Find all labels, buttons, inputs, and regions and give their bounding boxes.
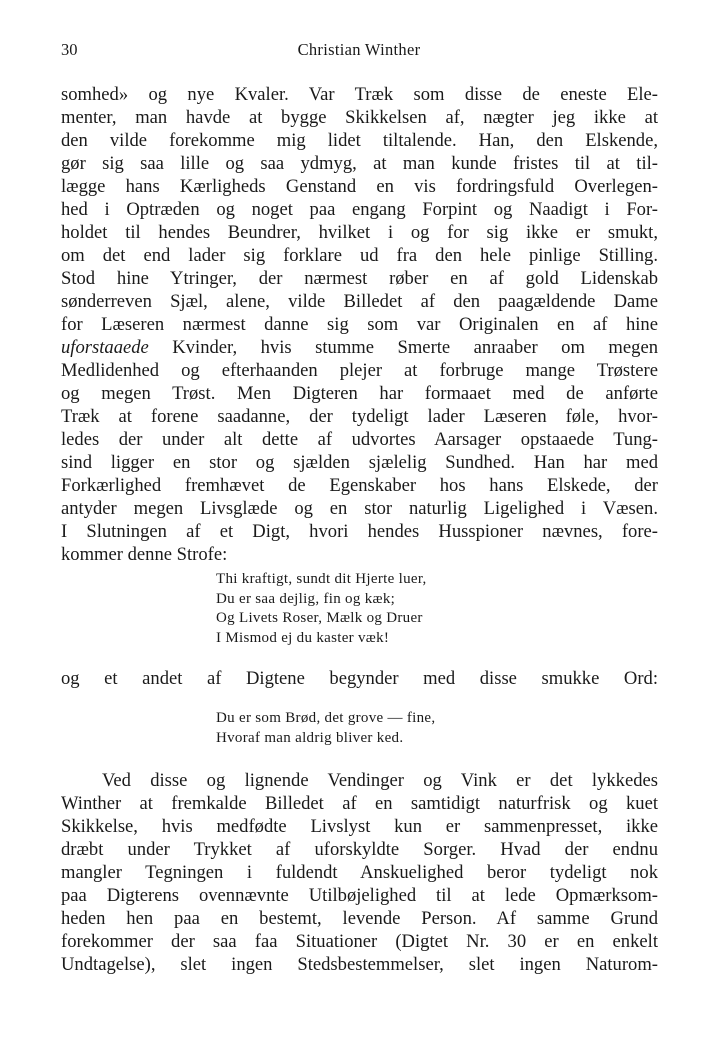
paragraph-1 bbox=[61, 83, 658, 566]
verse-line: Og Livets Roser, Mælk og Druer bbox=[216, 610, 423, 626]
text-line: Stod hine Ytringer, der nærmest røber en af gold Lidenskab bbox=[61, 268, 658, 289]
verse-2 bbox=[216, 709, 536, 748]
verse-1 bbox=[216, 570, 536, 648]
text-line: mangler Tegningen i fuldendt Anskuelighed beror tydeligt nok bbox=[61, 862, 658, 883]
text-line: antyder megen Livsglæde og en stor naturlig Ligelighed i Væsen. bbox=[61, 498, 658, 519]
text-line: lægge hans Kærligheds Genstand en vis fordringsfuld Overlegen- bbox=[61, 176, 658, 197]
text-line: og megen Trøst. Men Digteren har formaaet med de anførte bbox=[61, 383, 658, 404]
text-line: I Slutningen af et Digt, hvori hendes Husspioner nævnes, fore- bbox=[61, 521, 658, 542]
line-suffix: Kvinder, hvis stumme Smerte anraaber om megen bbox=[148, 337, 658, 358]
text-line: gør sig saa lille og saa ydmyg, at man kunde fristes til at til- bbox=[61, 153, 658, 174]
paragraph-3 bbox=[61, 769, 658, 976]
page-header bbox=[61, 40, 657, 64]
text-line-with-emphasis bbox=[61, 336, 658, 359]
text-line: forekommer der saa faa Situationer (Digtet Nr. 30 er en enkelt bbox=[61, 931, 658, 952]
text-line: Ved disse og lignende Vendinger og Vink er det lykkedes bbox=[102, 770, 658, 791]
verse-line: I Mismod ej du kaster væk! bbox=[216, 629, 390, 646]
text-line: dræbt under Trykket af uforskyldte Sorger. Hvad der endnu bbox=[61, 839, 658, 860]
text-line: somhed» og nye Kvaler. Var Træk som disse de eneste Ele- bbox=[61, 84, 658, 105]
paragraph-2 bbox=[61, 667, 658, 690]
text-line: Medlidenhed og efterhaanden plejer at forbruge mange Trøstere bbox=[61, 360, 658, 381]
text-line: heden hen paa en bestemt, levende Person. Af samme Grund bbox=[61, 908, 658, 929]
text-line: for Læseren nærmest danne sig som var Originalen en af hine bbox=[61, 314, 658, 335]
text-line: og et andet af Digtene begynder med disse smukke Ord: bbox=[61, 668, 658, 689]
text-line: den vilde forekomme mig lidet tiltalende. Han, den Elskende, bbox=[61, 130, 658, 151]
text-line: Træk at forene saadanne, der tydeligt lader Læseren føle, hvor- bbox=[61, 406, 658, 427]
text-line: ledes der under alt dette af udvortes Aarsager opstaaede Tung- bbox=[61, 429, 658, 450]
text-line: Undtagelse), slet ingen Stedsbestemmelser, slet ingen Naturom- bbox=[61, 954, 658, 975]
text-line: sind ligger en stor og sjælden sjælelig Sundhed. Han har med bbox=[61, 452, 658, 473]
verse-line: Hvoraf man aldrig bliver ked. bbox=[216, 729, 404, 746]
text-line: Winther at fremkalde Billedet af en samtidigt naturfrisk og kuet bbox=[61, 793, 658, 814]
page-number: 30 bbox=[61, 40, 78, 59]
text-line: menter, man havde at bygge Skikkelsen af, nægter jeg ikke at bbox=[61, 107, 658, 128]
verse-line: Du er som Brød, det grove — fine, bbox=[216, 710, 436, 726]
text-line: Skikkelse, hvis medfødte Livslyst kun er sammenpresset, ikke bbox=[61, 816, 658, 837]
text-line: kommer denne Strofe: bbox=[61, 544, 228, 565]
emphasized-word: uforstaaede bbox=[61, 337, 149, 358]
text-line: sønderreven Sjæl, alene, vilde Billedet af den paagældende Dame bbox=[61, 291, 658, 312]
running-head: Christian Winther bbox=[297, 40, 421, 59]
text-line: holdet til hendes Beundrer, hvilket i og for sig ikke er smukt, bbox=[61, 222, 658, 243]
text-line: paa Digterens ovennævnte Utilbøjelighed til at lede Opmærksom- bbox=[61, 885, 658, 906]
text-line: Forkærlighed fremhævet de Egenskaber hos hans Elskede, der bbox=[61, 475, 658, 496]
text-line: om det end lader sig forklare ud fra den hele pinlige Stilling. bbox=[61, 245, 658, 266]
verse-line: Du er saa dejlig, fin og kæk; bbox=[216, 590, 396, 607]
verse-line: Thi kraftigt, sundt dit Hjerte luer, bbox=[216, 571, 427, 587]
text-line: hed i Optræden og noget paa engang Forpint og Naadigt i For- bbox=[61, 199, 658, 220]
